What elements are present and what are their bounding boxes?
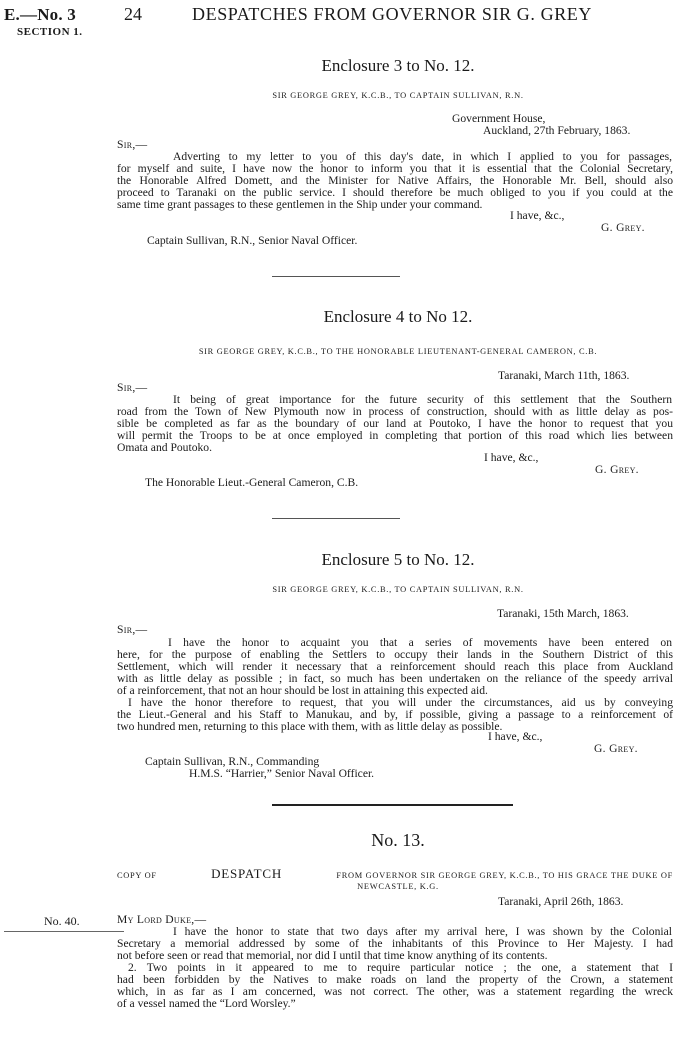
enclosure-3-signature: G. Grey. — [601, 221, 645, 234]
enclosure-4-title: Enclosure 4 to No 12. — [323, 307, 473, 326]
enclosure-3-title: Enclosure 3 to No. 12. — [321, 56, 475, 75]
enclosure-4-caption: SIR GEORGE GREY, K.C.B., TO THE HONORABLE LIEUTENANT-GENERAL CAMERON, C.B. — [198, 347, 598, 356]
despatch-caption-line1 — [117, 866, 673, 882]
enclosure-4-body-line: It being of great importance for the future security of this settlement that the Southern — [173, 393, 672, 406]
enclosure-5-title: Enclosure 5 to No. 12. — [321, 550, 475, 569]
enclosure-3-body-line: same time grant passages to these gentlemen in the Ship under your command. — [117, 198, 483, 211]
enclosure-3-body-line: Adverting to my letter to you of this day's date, in which I applied to you for passages, — [173, 150, 672, 163]
despatch-body-line: 2. Two points in it appeared to me to require particular notice ; the one, a statement that I — [128, 961, 673, 974]
enclosure-3-salutation: Sir,— — [117, 138, 148, 151]
margin-reference: No. 40. — [44, 914, 80, 928]
enclosure-4-body-line: sible be completed as far as the boundary of our land at Poutoko, I have the honor to request that you — [117, 417, 673, 430]
enclosure-5-body-line: of a reinforcement, that not an hour should be lost in attaining this expected aid. — [117, 684, 488, 697]
despatch-body-line: of a vessel named the “Lord Worsley.” — [117, 997, 296, 1010]
enclosure-5-closing: I have, &c., — [488, 730, 543, 743]
enclosure-4-body-line: road from the Town of New Plymouth now in process of construction, should with as little delay as pos- — [117, 405, 673, 418]
margin-reference-rule — [4, 931, 124, 932]
enclosure-5-salutation: Sir,— — [117, 623, 148, 636]
enclosure-5-addressee-line2: H.M.S. “Harrier,” Senior Naval Officer. — [189, 767, 375, 780]
section-divider — [272, 276, 400, 277]
enclosure-5-body-line: two hundred men, returning to this place with them, with as little delay as possible. — [117, 720, 503, 733]
enclosure-4-closing: I have, &c., — [484, 451, 539, 464]
enclosure-4-salutation: Sir,— — [117, 381, 148, 394]
enclosure-5-body-line: with as little delay as possible ; in fact, so much has been undertaken on the reliance of the speedy arrival — [117, 672, 673, 685]
section-divider — [272, 518, 400, 519]
enclosure-3-body-line: proceed to Taranaki on the public service. I should therefore be much obliged to you if you could at the — [117, 186, 673, 199]
despatch-body-line: not before seen or read that memorial, nor did I until that time know anything of its contents. — [117, 949, 548, 962]
enclosure-4-signature: G. Grey. — [595, 463, 639, 476]
enclosure-3-caption: SIR GEORGE GREY, K.C.B., TO CAPTAIN SULLIVAN, R.N. — [272, 91, 524, 100]
enclosure-3-closing: I have, &c., — [510, 209, 565, 222]
enclosure-4-body-line: Omata and Poutoko. — [117, 441, 212, 454]
despatch-body-line: I have the honor to state that two days after my arrival here, I was shown by the Colonial — [173, 925, 672, 938]
enclosure-3-body-line: for myself and suite, I have now the honor to inform you that it is essential that the Colonial Secretary, — [117, 162, 673, 175]
page-number: 24 — [124, 4, 142, 24]
despatch-number-title: No. 13. — [371, 830, 425, 850]
enclosure-3-body-line: the Honorable Alfred Domett, and the Minister for Native Affairs, the Honorable Mr. Bell, should also — [117, 174, 673, 187]
enclosure-4-body-line: will permit the Troops to be at once employed in completing that portion of this road which lies between — [117, 429, 673, 442]
enclosure-3-address-line2: Auckland, 27th February, 1863. — [483, 124, 631, 137]
despatch-salutation: My Lord Duke,— — [117, 913, 207, 926]
enclosure-4-address: Taranaki, March 11th, 1863. — [498, 369, 630, 382]
enclosure-5-body-line: the Lieut.-General and his Staff to Manukau, and by, if possible, giving a passage to a reinforcement of — [117, 708, 673, 721]
enclosure-3-addressee: Captain Sullivan, R.N., Senior Naval Officer. — [147, 234, 358, 247]
enclosure-5-address: Taranaki, 15th March, 1863. — [497, 607, 629, 620]
enclosure-5-body-line: I have the honor to acquaint you that a series of movements have been entered on — [168, 636, 672, 649]
despatch-caption-line2: NEWCASTLE, K.G. — [357, 882, 439, 891]
despatch-body-line: had been forbidden by the Natives to make roads on land the property of the Crown, a statement — [117, 973, 673, 986]
enclosure-4-addressee: The Honorable Lieut.-General Cameron, C.B. — [145, 476, 359, 489]
despatch-body-line: which, in as far as I am concerned, was not correct. The other, was a statement regarding the wreck — [117, 985, 673, 998]
enclosure-5-body-line: Settlement, which will render it necessary that a reinforcement should reach this place from Auckland — [117, 660, 673, 673]
despatch-caption-rest: FROM GOVERNOR SIR GEORGE GREY, K.C.B., TO HIS GRACE THE DUKE OF — [336, 871, 673, 880]
running-title: DESPATCHES FROM GOVERNOR SIR G. GREY — [192, 4, 593, 24]
enclosure-5-body-line: I have the honor therefore to request, that you will under the circumstances, aid us by conveying — [128, 696, 673, 709]
enclosure-3-address-line1: Government House, — [452, 112, 546, 125]
despatch-address: Taranaki, April 26th, 1863. — [498, 895, 624, 908]
enclosure-5-body-line: here, for the purpose of enabling the Settlers to occupy their lands in the Southern District of this — [117, 648, 673, 661]
despatch-body-line: Secretary a memorial addressed by some of the inhabitants of this Province to Her Majesty. I had — [117, 937, 673, 950]
section-label: SECTION 1. — [17, 26, 83, 38]
despatch-caption-prefix: COPY OF — [117, 871, 157, 880]
despatch-divider — [272, 804, 513, 806]
enclosure-5-signature: G. Grey. — [594, 742, 638, 755]
paper-reference: E.—No. 3 — [4, 5, 76, 24]
despatch-caption-keyword: DESPATCH — [211, 866, 283, 881]
enclosure-5-caption: SIR GEORGE GREY, K.C.B., TO CAPTAIN SULLIVAN, R.N. — [272, 585, 524, 594]
enclosure-5-addressee-line1: Captain Sullivan, R.N., Commanding — [145, 755, 320, 768]
